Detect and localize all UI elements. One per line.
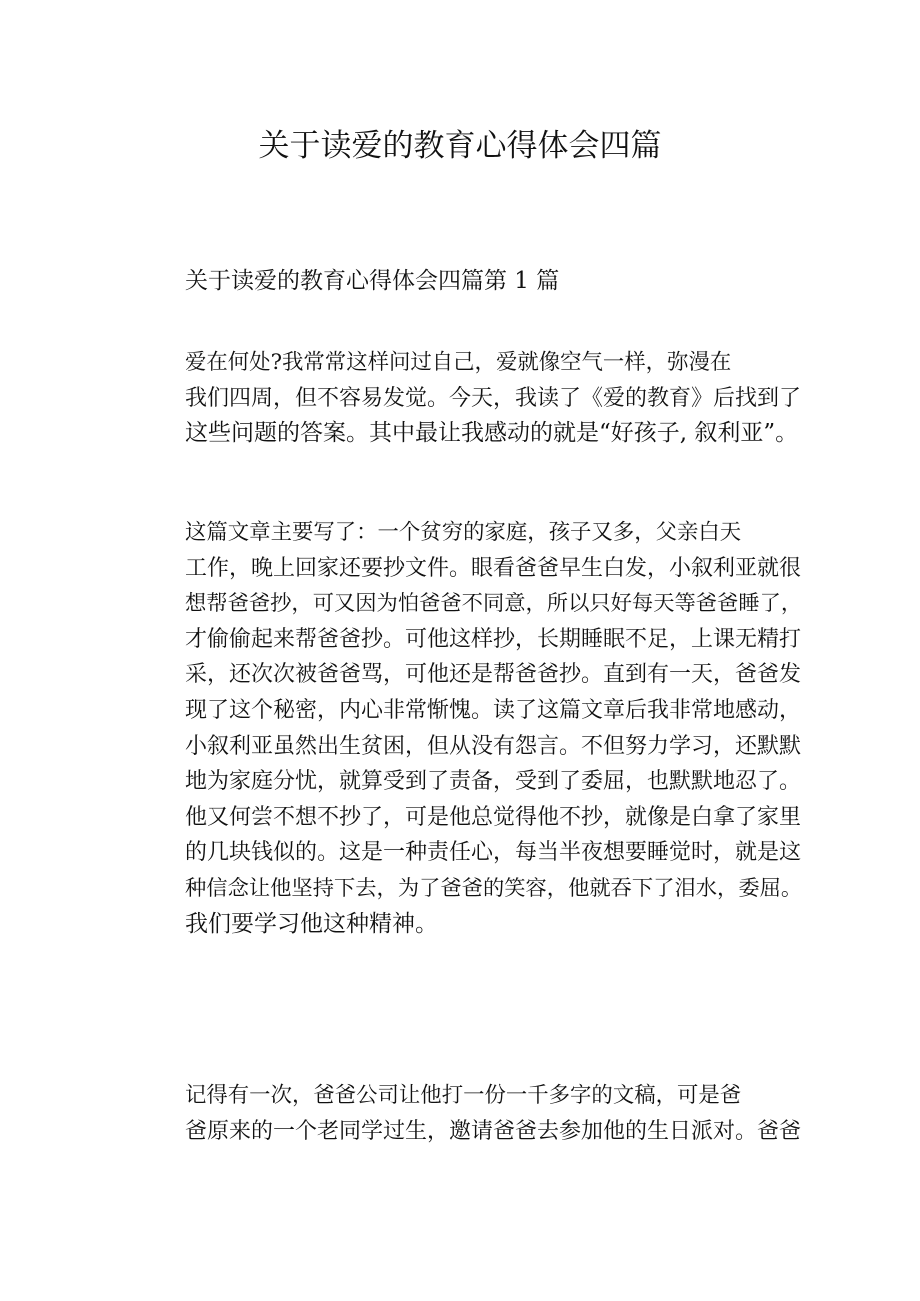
- paragraph-3-line: 爸原来的一个老同学过生，邀请爸爸去参加他的生日派对。爸爸: [185, 1118, 802, 1144]
- section-heading: 关于读爱的教育心得体会四篇第 1 篇: [185, 268, 560, 294]
- paragraph-2: [139, 515, 803, 942]
- paragraph-3-line: 记得有一次，爸爸公司让他打一份一千多字的文稿，可是爸: [185, 1083, 742, 1108]
- paragraph-1-line: 爱在何处?我常常这样问过自己，爱就像空气一样，弥漫在: [185, 350, 732, 375]
- paragraph-1-line: 这些问题的答案。其中最让我感动的就是“好孩子, 叙利亚”。: [185, 420, 799, 447]
- paragraph-2-line: 工作，晚上回家还要抄文件。眼看爸爸早生白发，小叙利亚就很: [185, 555, 802, 581]
- paragraph-1-line: 我们四周，但不容易发觉。今天，我读了《爱的教育》后找到了: [185, 385, 802, 411]
- paragraph-2-line: 现了这个秘密，内心非常惭愧。读了这篇文章后我非常地感动，: [185, 697, 802, 723]
- document-title: 关于读爱的教育心得体会四篇: [258, 128, 662, 164]
- paragraph-2-line: 这篇文章主要写了：一个贫穷的家庭，孩子又多，父亲白天: [185, 520, 742, 545]
- paragraph-2-line: 才偷偷起来帮爸爸抄。可他这样抄，长期睡眠不足，上课无精打: [185, 626, 802, 652]
- paragraph-2-line: 我们要学习他这种精神。: [185, 910, 438, 937]
- paragraph-3: [139, 1078, 802, 1149]
- paragraph-2-line: 采，还次次被爸爸骂，可他还是帮爸爸抄。直到有一天，爸爸发: [185, 662, 802, 688]
- paragraph-2-line: 种信念让他坚持下去，为了爸爸的笑容，他就吞下了泪水，委屈。: [185, 875, 803, 901]
- paragraph-2-line: 想帮爸爸抄，可又因为怕爸爸不同意，所以只好每天等爸爸睡了，: [185, 591, 803, 617]
- paragraph-2-line: 地为家庭分忧，就算受到了责备，受到了委屈，也默默地忍了。: [185, 769, 802, 795]
- paragraph-1: [139, 345, 802, 452]
- paragraph-2-line: 小叙利亚虽然出生贫困，但从没有怨言。不但努力学习，还默默: [185, 733, 802, 759]
- paragraph-2-line: 他又何尝不想不抄了，可是他总觉得他不抄，就像是白拿了家里: [185, 804, 802, 830]
- paragraph-2-line: 的几块钱似的。这是一种责任心，每当半夜想要睡觉时，就是这: [185, 840, 802, 866]
